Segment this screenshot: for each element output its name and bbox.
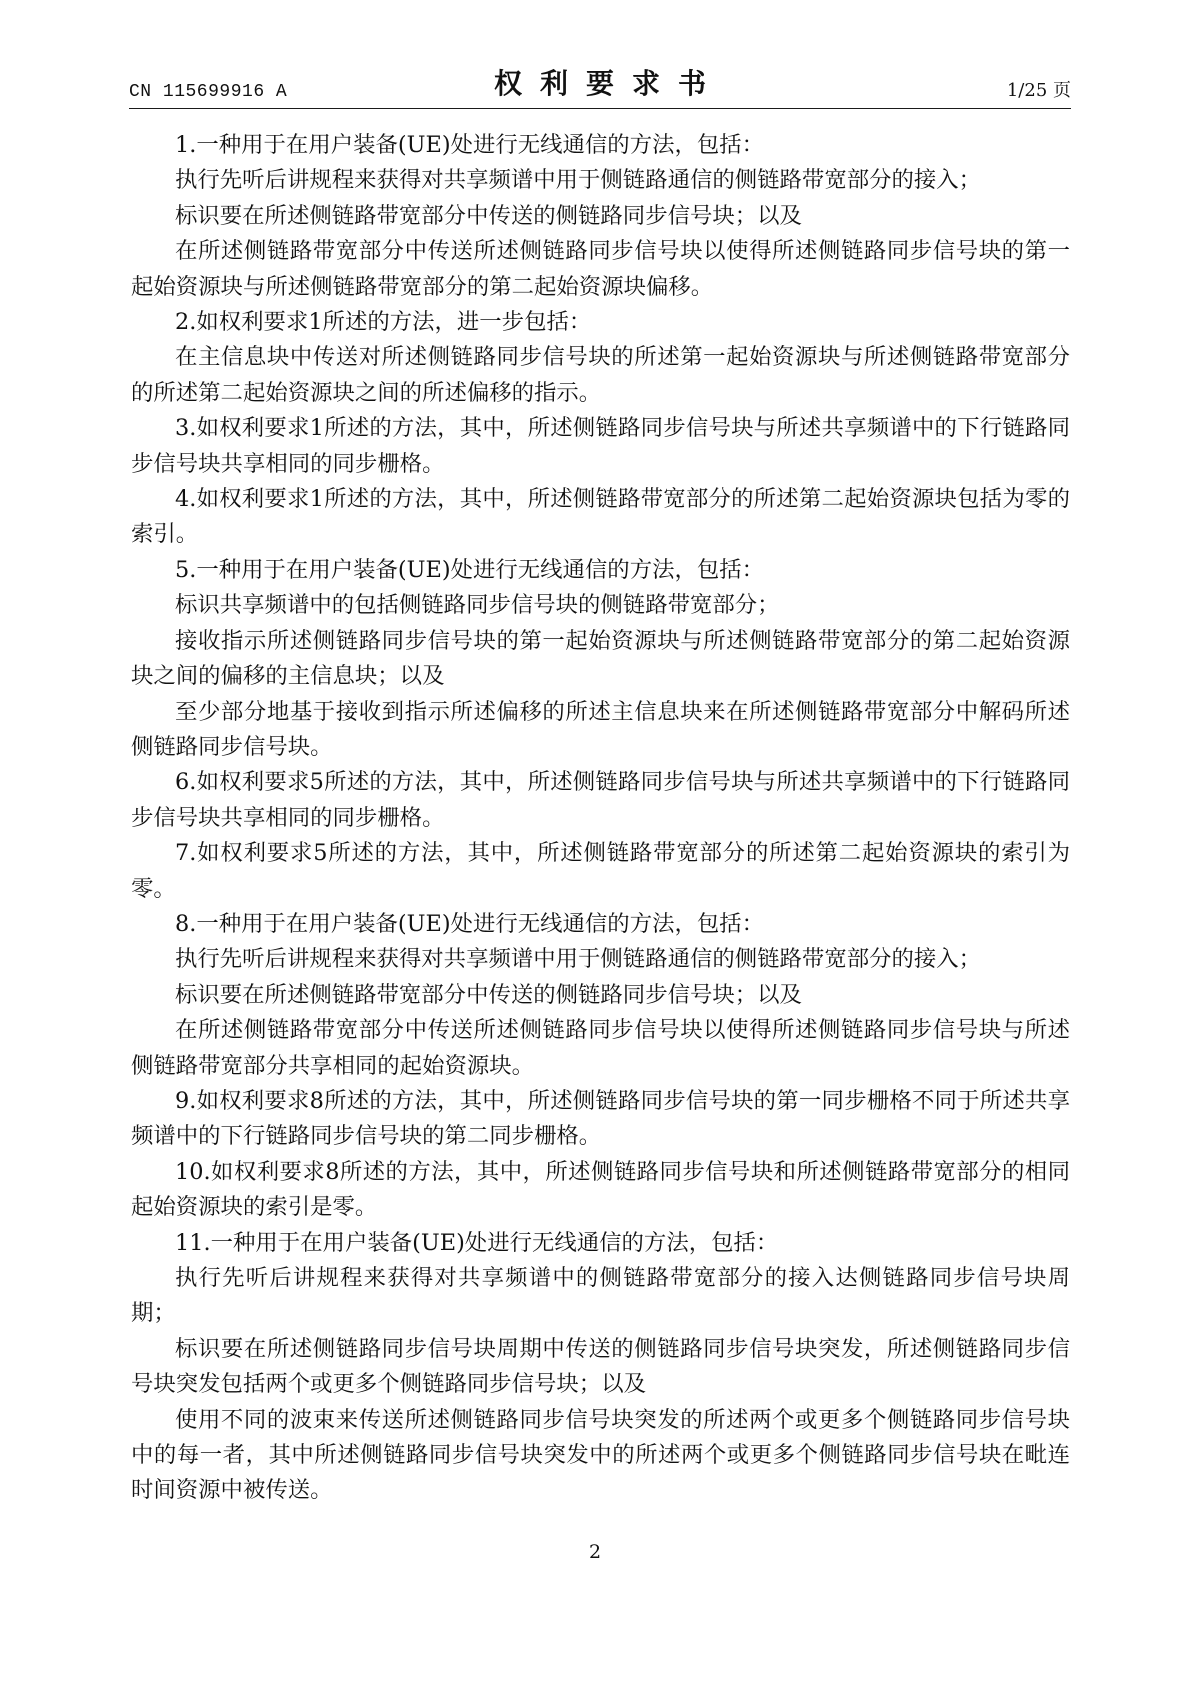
page-number: 2 — [588, 1541, 602, 1563]
claim-paragraph: 9.如权利要求8所述的方法，其中，所述侧链路同步信号块的第一同步栅格不同于所述共享频谱中的下行链路同步信号块的第二同步栅格。 — [131, 1087, 1070, 1150]
claim-paragraph: 在主信息块中传送对所述侧链路同步信号块的所述第一起始资源块与所述侧链路带宽部分的所述第二起始资源块之间的所述偏移的指示。 — [131, 344, 1070, 406]
claim-paragraph: 执行先听后讲规程来获得对共享频谱中用于侧链路通信的侧链路带宽部分的接入； — [175, 946, 982, 973]
claim-paragraph: 1.一种用于在用户装备(UE)处进行无线通信的方法，包括： — [175, 132, 765, 158]
claim-paragraph: 11.一种用于在用户装备(UE)处进行无线通信的方法，包括： — [175, 1229, 779, 1256]
claim-paragraph: 7.如权利要求5所述的方法，其中，所述侧链路带宽部分的所述第二起始资源块的索引为零。 — [131, 840, 1070, 902]
claim-paragraph: 3.如权利要求1所述的方法，其中，所述侧链路同步信号块与所述共享频谱中的下行链路同步信号块共享相同的同步栅格。 — [131, 415, 1070, 477]
claim-paragraph: 执行先听后讲规程来获得对共享频谱中的侧链路带宽部分的接入达侧链路同步信号块周期； — [131, 1265, 1070, 1327]
publication-number: CN 115699916 A — [129, 82, 288, 102]
document-title: 权利要求书 — [493, 67, 724, 100]
claim-paragraph: 8.一种用于在用户装备(UE)处进行无线通信的方法，包括： — [175, 910, 765, 937]
document-header — [129, 62, 1071, 109]
claim-paragraph: 6.如权利要求5所述的方法，其中，所述侧链路同步信号块与所述共享频谱中的下行链路同步信号块共享相同的同步栅格。 — [131, 769, 1070, 831]
claim-paragraph: 2.如权利要求1所述的方法，进一步包括： — [175, 309, 592, 336]
claim-paragraph: 标识要在所述侧链路同步信号块周期中传送的侧链路同步信号块突发，所述侧链路同步信号块突发包括两个或更多个侧链路同步信号块；以及 — [131, 1335, 1070, 1398]
claim-paragraph: 标识共享频谱中的包括侧链路同步信号块的侧链路带宽部分； — [175, 592, 780, 619]
claim-paragraph: 在所述侧链路带宽部分中传送所述侧链路同步信号块以使得所述侧链路同步信号块与所述侧链路带宽部分共享相同的起始资源块。 — [131, 1017, 1070, 1079]
claim-paragraph: 执行先听后讲规程来获得对共享频谱中用于侧链路通信的侧链路带宽部分的接入； — [175, 167, 982, 194]
claims-body — [131, 128, 1070, 1509]
claim-paragraph: 标识要在所述侧链路带宽部分中传送的侧链路同步信号块；以及 — [175, 981, 802, 1008]
claim-paragraph: 在所述侧链路带宽部分中传送所述侧链路同步信号块以使得所述侧链路同步信号块的第一起始资源块与所述侧链路带宽部分的第二起始资源块偏移。 — [131, 238, 1070, 300]
claim-paragraph: 接收指示所述侧链路同步信号块的第一起始资源块与所述侧链路带宽部分的第二起始资源块之间的偏移的主信息块；以及 — [131, 627, 1070, 690]
claim-paragraph: 至少部分地基于接收到指示所述偏移的所述主信息块来在所述侧链路带宽部分中解码所述侧链路同步信号块。 — [131, 698, 1070, 760]
page-of-total: 1/25 页 — [1006, 80, 1071, 101]
claim-paragraph: 5.一种用于在用户装备(UE)处进行无线通信的方法，包括： — [175, 556, 765, 583]
claim-paragraph: 10.如权利要求8所述的方法，其中，所述侧链路同步信号块和所述侧链路带宽部分的相同起始资源块的索引是零。 — [131, 1158, 1070, 1221]
claim-paragraph: 标识要在所述侧链路带宽部分中传送的侧链路同步信号块；以及 — [175, 202, 802, 229]
claim-paragraph: 4.如权利要求1所述的方法，其中，所述侧链路带宽部分的所述第二起始资源块包括为零的索引。 — [131, 486, 1070, 548]
claim-paragraph: 使用不同的波束来传送所述侧链路同步信号块突发的所述两个或更多个侧链路同步信号块中的每一者，其中所述侧链路同步信号块突发中的所述两个或更多个侧链路同步信号块在毗连时间资源中被传送。 — [131, 1406, 1070, 1504]
